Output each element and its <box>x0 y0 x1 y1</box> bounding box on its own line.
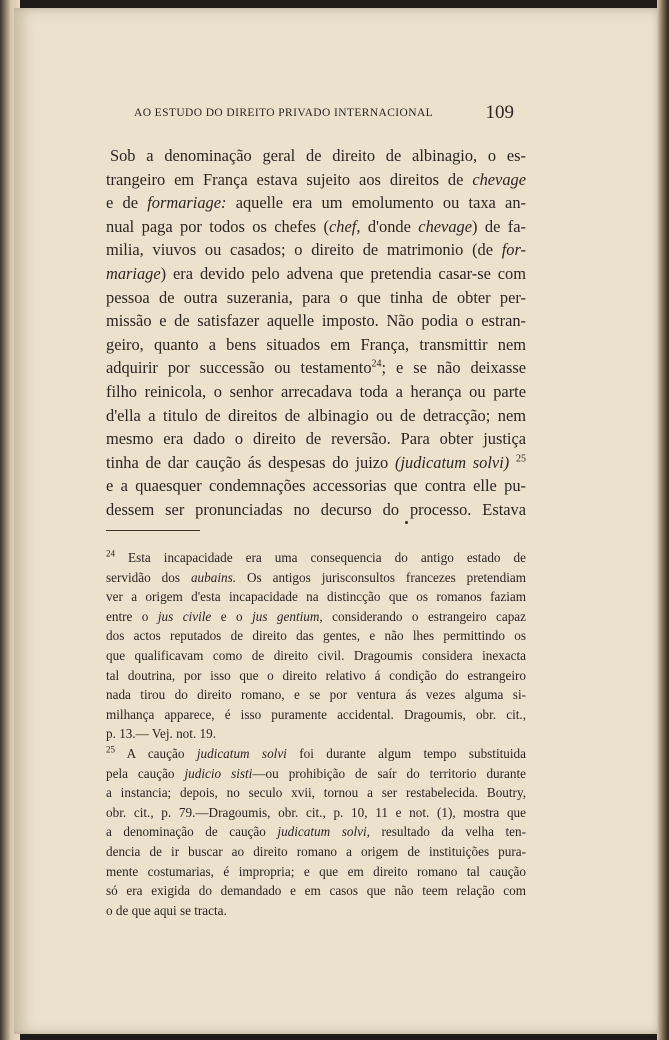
footnotes <box>106 548 526 920</box>
footnote-24-line: p. 13.— Vej. not. 19. <box>106 726 217 742</box>
footnote-24-line: nada tirou do direito romano, e se por ventura ás vezes alguma si- <box>106 687 526 703</box>
text-fragment: tinha de dar caução ás despesas do juizo <box>106 452 389 472</box>
footnote-25-line: $^{25}$ A caução judicatum solvi foi durante algum tempo substituida <box>106 744 527 761</box>
text-line: e de formariage: aquelle era um emolumento ou taxa an- <box>106 193 526 213</box>
footnote-25-line: pela caução judicio sisti—ou prohibição de saír do territorio durante <box>106 765 526 781</box>
footnote-25-line: só era exigida do demandado e em casos que não teem relação com <box>106 883 526 899</box>
footnote-ref-24: 24 <box>371 358 382 370</box>
text-line: Sob a denominação geral de direito de albinagio, o es- <box>110 146 526 165</box>
page-mark <box>405 521 408 524</box>
footnote-25-line: obr. cit., p. 79.—Dragoumis, obr. cit., p. 10, 11 e not. (1), mostra que <box>106 804 526 820</box>
footnote-25-line: mente costumarias, é impropria; e que em direito romano tal caução <box>106 863 526 879</box>
footnote-25-line: a denominação de caução judicatum solvi, resultado da velha ten- <box>106 824 526 840</box>
footnote-separator <box>106 530 200 531</box>
page-edge <box>657 0 669 1040</box>
footnote-ref-25: 25 <box>516 453 526 465</box>
footnote-25-line: dencia de ir buscar ao direito romano a origem de instituições pura- <box>106 843 526 859</box>
footnote-24-line: que qualificavam como de direito civil. Dragoumis considera inexacta <box>106 647 526 663</box>
text-line: nual paga por todos os chefes (chef, d'onde chevage) de fa- <box>106 216 526 236</box>
page-header <box>118 100 523 128</box>
footnote-number: 24 <box>106 548 115 559</box>
text-line: dessem ser pronunciadas no decurso do processo. Estava <box>106 499 526 519</box>
footnote-24-line: ver a origem d'esta incapacidade na distincção que os romanos faziam <box>106 589 526 605</box>
main-text <box>106 144 526 522</box>
footnote-25-line: a instancia; depois, no seculo xvii, tornou a ser restabelecida. Boutry, <box>106 785 526 801</box>
text-line: trangeiro em França estava sujeito aos direitos de chevage <box>106 169 526 189</box>
text-line <box>106 451 526 475</box>
text-line: geiro, quanto a bens situados em França, transmittir nem <box>106 334 526 354</box>
text-fragment: (judicatum solvi) <box>395 452 510 472</box>
footnote-number: 25 <box>106 744 115 755</box>
text-line: d'ella a titulo de direitos de albinagio ou de detracção; nem <box>106 405 526 425</box>
text-line: pessoa de outra suzerania, para o que tinha de obter per- <box>106 287 526 307</box>
running-head: AO ESTUDO DO DIREITO PRIVADO INTERNACIONAL <box>134 107 434 119</box>
text-line: milia, viuvos ou casados; o direito de matrimonio (de for- <box>106 240 526 260</box>
footnote-25-line: o de que aqui se tracta. <box>106 902 227 918</box>
text-line: mesmo era dado o direito de reversão. Para obter justiça <box>106 429 526 449</box>
text-line: filho reinicola, o senhor arrecadava toda a herança ou parte <box>106 381 526 401</box>
footnote-24-line: tal doutrina, por isso que o direito relativo á condição do estrangeiro <box>106 667 526 683</box>
text-line: mariage) era devido pelo advena que pretendia casar-se com <box>106 263 526 283</box>
footnote-text: Esta incapacidade era uma consequencia do antigo estado de <box>128 550 526 565</box>
text-fragment: ; e se não deixasse <box>381 358 526 378</box>
footnote-24-line <box>106 548 526 568</box>
footnote-24-line: dos actos reputados de direito das gentes, e não lhes permittindo os <box>106 628 526 644</box>
text-line: e a quaesquer condemnações accessorias que contra elle pu- <box>106 476 526 496</box>
text-line: missão e de satisfazer aquelle imposto. Não podia o estran- <box>106 311 526 331</box>
footnote-24-line: entre o jus civile e o jus gentium, considerando o estrangeiro capaz <box>106 608 526 624</box>
footnote-24-line: servidão dos aubains. Os antigos jurisconsultos francezes pretendiam <box>106 569 527 585</box>
text-fragment: adquirir por successão ou testamento <box>106 358 372 378</box>
footnote-24-line: milhança apparece, é isso puramente accidental. Dragoumis, obr. cit., <box>106 706 526 722</box>
page-number: 109 <box>485 102 514 123</box>
text-line <box>106 356 526 380</box>
